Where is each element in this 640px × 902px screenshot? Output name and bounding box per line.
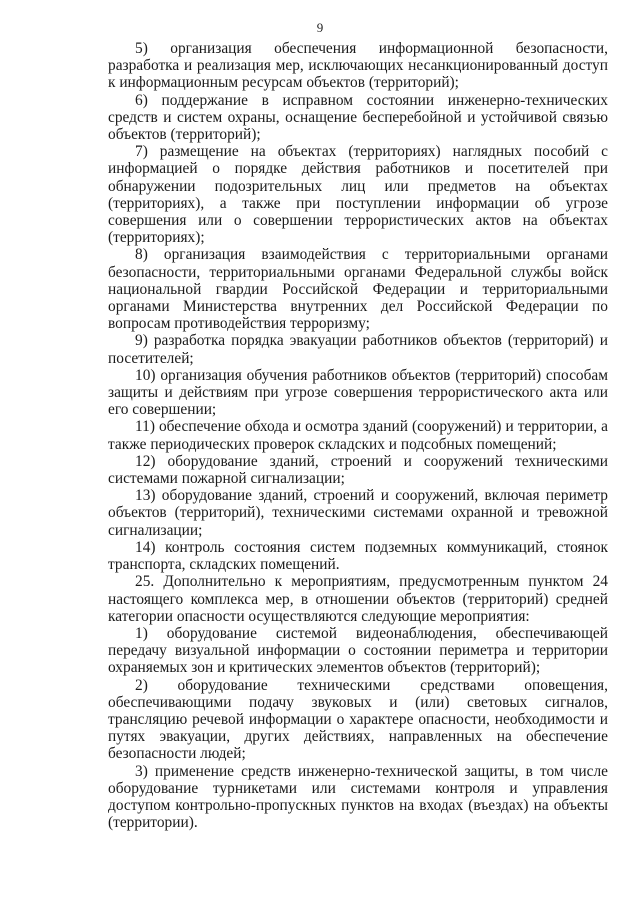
page-number: 9 [316,20,324,35]
paragraph-item-6: 6) поддержание в исправном состоянии инженерно-технических средств и систем охраны, оснащение бесперебойной и устойчивой связью объектов (территорий); [108,91,608,144]
paragraph-item-11: 11) обеспечение обхода и осмотра зданий (сооружений) и территории, а также периодических проверок складских и подсобных помещений; [108,418,608,453]
paragraph-25-item-3: 3) применение средств инженерно-технической защиты, в том числе оборудование турникетами или системами контроля и управления доступом контрольно-пропускных пунктов на входах (въездах) на объекты (территории). [108,762,608,832]
paragraph-item-14: 14) контроль состояния систем подземных коммуникаций, стоянок транспорта, складских помещений. [108,538,608,574]
paragraph-item-13: 13) оборудование зданий, строений и сооружений, включая периметр объектов (территорий), техническими системами охранной и тревожной сигнализации; [108,487,608,539]
paragraph-item-7: 7) размещение на объектах (территориях) наглядных пособий с информацией о порядке действия работников и посетителей при обнаружении подозрительных лиц или предметов на объектах (территориях), а также при поступлении информации об угрозе совершения или о совершении террористических актов на объектах (территориях); [108,143,608,247]
paragraph-item-10: 10) организация обучения работников объектов (территорий) способам защиты и действиям при угрозе совершения террористического акта или его совершении; [108,366,608,419]
paragraph-item-9: 9) разработка порядка эвакуации работников объектов (территорий) и посетителей; [108,332,608,367]
paragraph-item-12: 12) оборудование зданий, строений и сооружений техническими системами пожарной сигнализации; [108,452,608,488]
paragraph-section-25: 25. Дополнительно к мероприятиям, предусмотренным пунктом 24 настоящего комплекса мер, в отношении объектов (территорий) средней категории опасности осуществляются следующие мероприятия: [108,573,608,625]
paragraph-25-item-1: 1) оборудование системой видеонаблюдения, обеспечивающей передачу визуальной информации о состоянии периметра и территории охраняемых зон и критических элементов объектов (территорий); [108,624,608,677]
document-body [108,40,608,831]
paragraph-item-5: 5) организация обеспечения информационной безопасности, разработка и реализация мер, исключающих несанкционированный доступ к информационным ресурсам объектов (территорий); [108,40,608,92]
paragraph-25-item-2: 2) оборудование техническими средствами оповещения, обеспечивающими подачу звуковых и (или) световых сигналов, трансляцию речевой информации о характере опасности, необходимости и путях эвакуации, других действиях, направленных на обеспечение безопасности людей; [108,676,608,763]
paragraph-item-8: 8) организация взаимодействия с территориальными органами безопасности, территориальными органами Федеральной службы войск национальной гвардии Российской Федерации и территориальными органами Министерства внутренних дел Российской Федерации по вопросам противодействия терроризму; [108,246,608,333]
